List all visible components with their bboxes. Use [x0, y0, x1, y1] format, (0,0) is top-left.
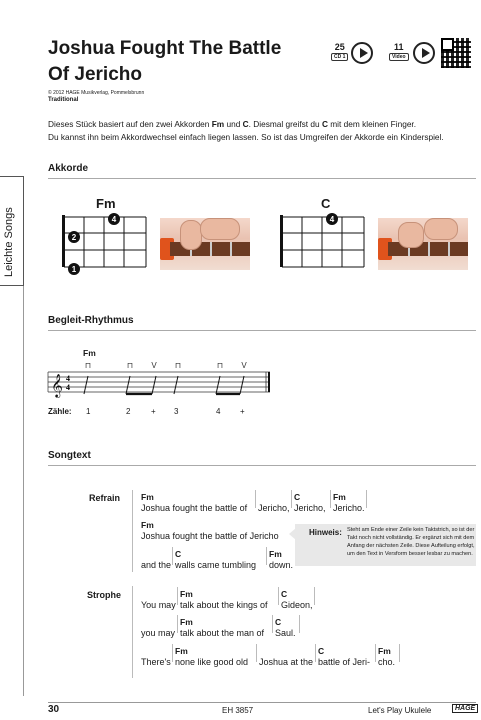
section-rule	[48, 465, 476, 466]
qr-code-icon[interactable]	[441, 38, 471, 68]
rhythm-chord: Fm	[83, 348, 96, 358]
svg-text:⊓: ⊓	[216, 361, 224, 370]
lyric-segment: down.	[269, 560, 294, 570]
chord-photo-c	[378, 218, 468, 270]
svg-text:⊓: ⊓	[126, 361, 134, 370]
lyric-segment: talk about the kings of	[180, 600, 268, 610]
lyric-segment: and the	[141, 560, 172, 570]
lyric-segment: cho.	[378, 657, 396, 667]
section-tab	[0, 176, 24, 286]
chord-symbol: Fm	[141, 492, 154, 502]
count-item: +	[151, 407, 156, 416]
lyric-segment: Joshua at the	[259, 657, 314, 667]
chord-symbol: C	[294, 492, 301, 502]
chord-symbol: Fm	[180, 617, 193, 627]
video-track: 11 Video	[389, 42, 409, 61]
chord-name-fm: Fm	[96, 196, 116, 211]
note-box	[295, 524, 476, 566]
svg-text:2: 2	[71, 233, 77, 242]
chord-symbol: C	[175, 549, 182, 559]
chord-symbol: Fm	[180, 589, 193, 599]
chord-symbol: Fm	[333, 492, 346, 502]
chord-photo-fm	[160, 218, 250, 270]
section-heading-rhythm: Begleit-Rhythmus	[48, 315, 134, 326]
note-label: Hinweis:	[309, 528, 342, 537]
lyric-segment: You may	[141, 600, 176, 610]
copyright: © 2012 HAGE Musikverlag, Pommelsbrunn	[48, 90, 145, 96]
svg-text:𝄞: 𝄞	[51, 373, 63, 397]
lyric-segment: Jericho.	[333, 503, 365, 513]
chord-diagram-fm	[60, 213, 148, 274]
lyric-segment: There's	[141, 657, 171, 667]
video-play-icon[interactable]	[413, 42, 435, 64]
chord-name-c: C	[321, 196, 331, 211]
lyric-segment: Saul.	[275, 628, 296, 638]
audio-play-icon[interactable]	[351, 42, 373, 64]
svg-text:V: V	[241, 361, 247, 370]
svg-text:4: 4	[66, 374, 70, 383]
svg-text:V: V	[151, 361, 157, 370]
count-item: 1	[86, 407, 91, 416]
publisher-logo: HAGE	[452, 704, 478, 713]
note-text: Steht am Ende einer Zeile kein Taktstrich, so ist der Takt noch nicht vollständig. Er ergänzt sich mit dem Anfang der nächsten Zeile. Diese Aufteilung erfolgt, um den Text in Versform besser lesbar zu machen.	[347, 527, 475, 557]
svg-text:1: 1	[71, 265, 77, 274]
strophe-label: Strophe	[87, 590, 122, 600]
chord-symbol: Fm	[141, 520, 154, 530]
lyric-segment: battle of Jeri-	[318, 657, 371, 667]
lyric-segment: Jericho,	[258, 503, 290, 513]
count-item: 3	[174, 407, 179, 416]
side-divider	[23, 286, 24, 696]
section-rule	[48, 330, 476, 331]
section-heading-chords: Akkorde	[48, 163, 89, 174]
chord-symbol: Fm	[269, 549, 282, 559]
count-label: Zähle:	[48, 407, 72, 416]
svg-text:4: 4	[329, 215, 335, 224]
count-item: +	[240, 407, 245, 416]
svg-text:⊓: ⊓	[84, 361, 92, 370]
strophe-bracket	[132, 586, 133, 678]
lyric-segment: you may	[141, 628, 176, 638]
book-title: Let's Play Ukulele	[368, 706, 432, 715]
catalog-code: EH 3857	[222, 706, 254, 715]
lyric-segment: Joshua fought the battle of	[141, 503, 248, 513]
chord-symbol: C	[318, 646, 325, 656]
svg-text:⊓: ⊓	[174, 361, 182, 370]
lyric-segment: walls came tumbling	[175, 560, 257, 570]
lyric-segment: Gideon,	[281, 600, 313, 610]
lyric-segment: none like good old	[175, 657, 249, 667]
lyric-segment: talk about the man of	[180, 628, 265, 638]
chord-symbol: C	[275, 617, 282, 627]
origin: Traditional	[48, 97, 79, 103]
footer-rule	[48, 702, 476, 703]
page-number: 30	[48, 704, 60, 715]
rhythm-staff	[48, 358, 272, 404]
chord-diagram-c	[278, 213, 366, 269]
count-item: 4	[216, 407, 221, 416]
audio-track: 25 CD 1	[331, 42, 348, 61]
section-heading-lyrics: Songtext	[48, 450, 91, 461]
svg-text:4: 4	[111, 215, 117, 224]
lyric-segment: Jericho,	[294, 503, 326, 513]
chord-symbol: Fm	[175, 646, 188, 656]
lyric-segment: Joshua fought the battle of Jericho	[141, 531, 279, 541]
song-title: Joshua Fought The Battle Of Jericho	[48, 38, 282, 85]
svg-text:4: 4	[66, 383, 70, 392]
section-tab-label: Leichte Songs	[3, 207, 15, 277]
refrain-label: Refrain	[89, 493, 121, 503]
refrain-bracket	[132, 490, 133, 572]
section-rule	[48, 178, 476, 179]
chord-symbol: Fm	[378, 646, 391, 656]
count-item: 2	[126, 407, 131, 416]
chord-symbol: C	[281, 589, 288, 599]
intro-text: Dieses Stück basiert auf den zwei Akkorden Fm und C. Diesmal greifst du C mit dem kleinen Finger. Du kannst ihn beim Akkordwechsel einfach liegen lassen. So ist das Umgreifen der Akkorde ein Kinderspiel.	[48, 119, 444, 142]
